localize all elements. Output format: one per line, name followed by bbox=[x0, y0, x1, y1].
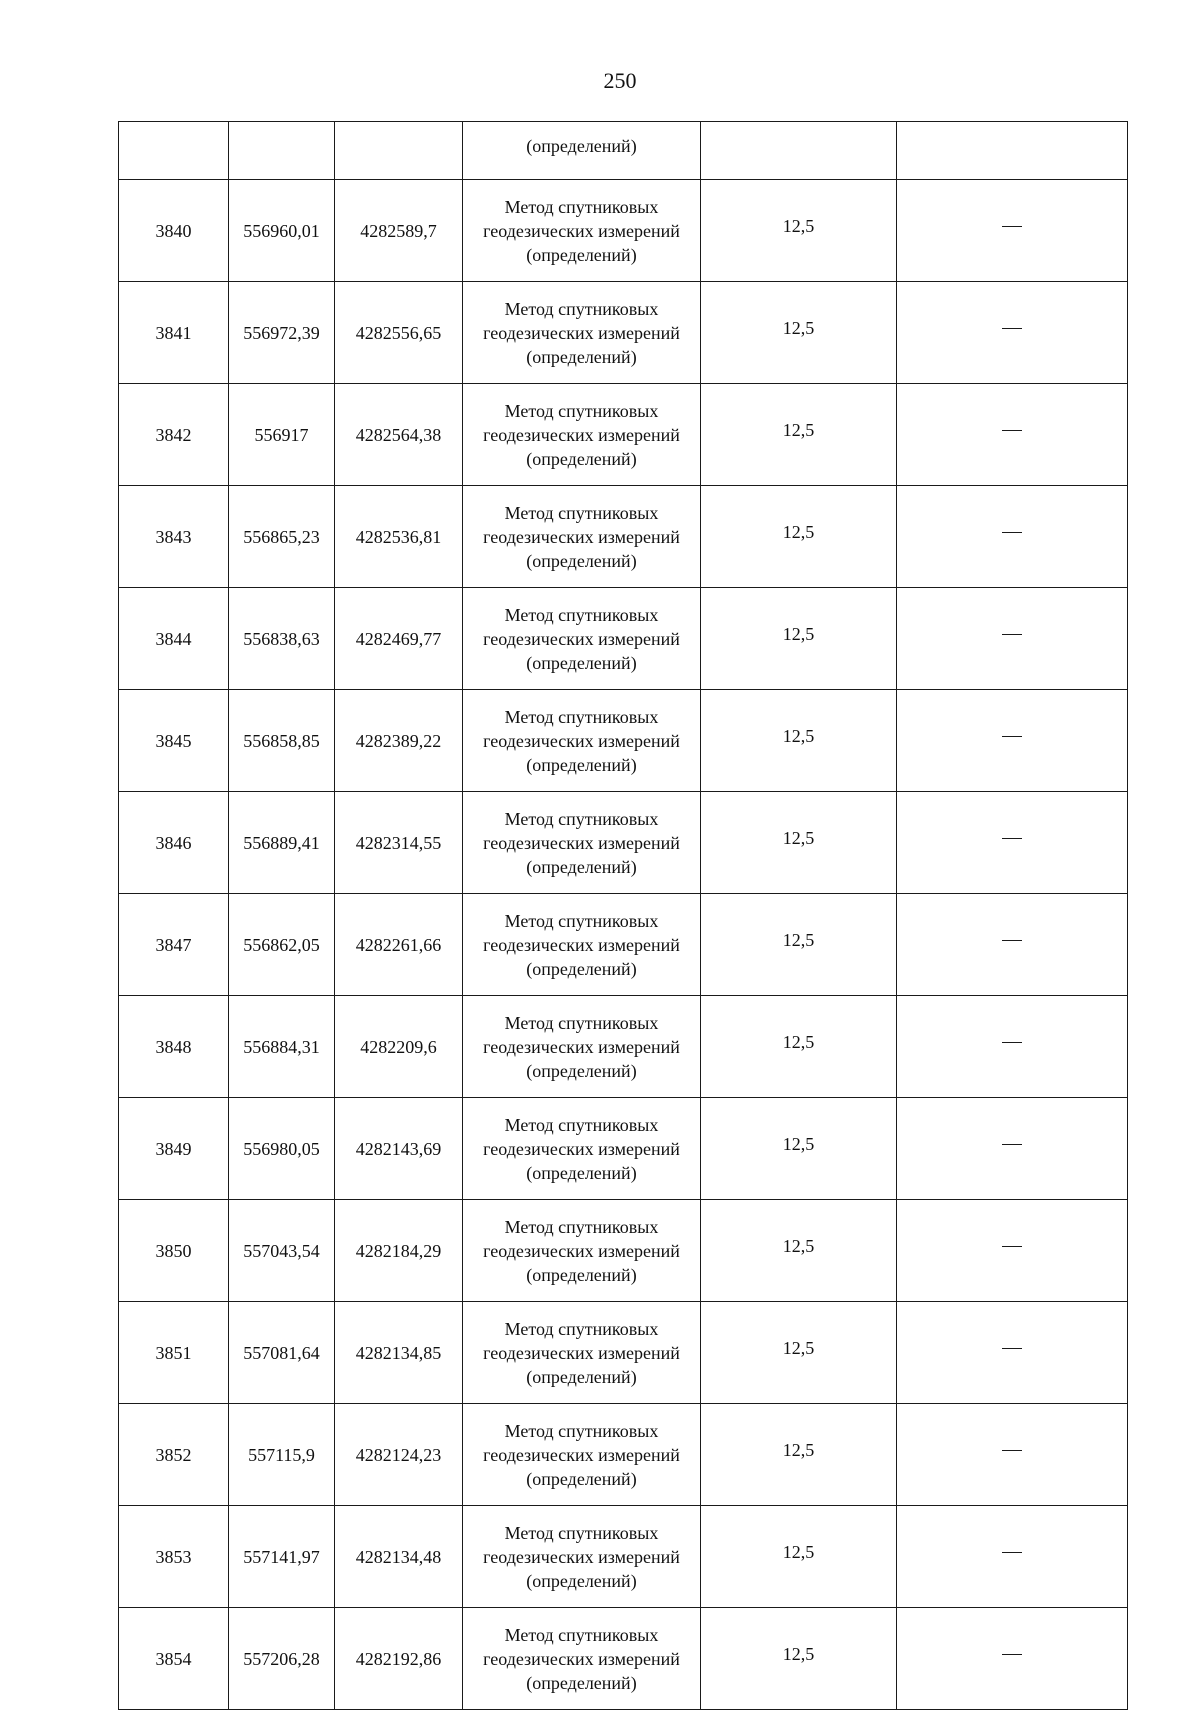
y-coordinate-cell: 4282469,77 bbox=[335, 588, 463, 690]
dash-mark bbox=[1002, 1654, 1022, 1655]
method-line: геодезических измерений bbox=[483, 730, 680, 751]
method-line: геодезических измерений bbox=[483, 934, 680, 955]
method-line: (определений) bbox=[526, 1366, 637, 1387]
y-coordinate-cell: 4282589,7 bbox=[335, 180, 463, 282]
note-cell bbox=[897, 588, 1128, 690]
accuracy-cell: 12,5 bbox=[701, 996, 897, 1098]
method-line: геодезических измерений bbox=[483, 1546, 680, 1567]
x-coordinate-cell: 557115,9 bbox=[229, 1404, 335, 1506]
table-row bbox=[119, 1404, 1128, 1506]
dash-mark bbox=[1002, 838, 1022, 839]
y-coordinate-cell: 4282134,85 bbox=[335, 1302, 463, 1404]
y-coordinate-cell: 4282184,29 bbox=[335, 1200, 463, 1302]
table-row bbox=[119, 282, 1128, 384]
accuracy-cell: 12,5 bbox=[701, 1098, 897, 1200]
table-row bbox=[119, 690, 1128, 792]
y-coordinate-cell: 4282564,38 bbox=[335, 384, 463, 486]
method-line: Метод спутниковых bbox=[504, 910, 659, 931]
method-line: Метод спутниковых bbox=[504, 1216, 659, 1237]
method-line: (определений) bbox=[526, 1060, 637, 1081]
table-row bbox=[119, 1302, 1128, 1404]
dash-mark bbox=[1002, 532, 1022, 533]
page-number: 250 bbox=[603, 68, 637, 93]
note-cell bbox=[897, 1506, 1128, 1608]
method-cell bbox=[463, 1200, 701, 1302]
y-coordinate-cell: 4282261,66 bbox=[335, 894, 463, 996]
method-cell bbox=[463, 180, 701, 282]
method-line: (определений) bbox=[526, 550, 637, 571]
table-row bbox=[119, 792, 1128, 894]
point-number-cell: 3848 bbox=[119, 996, 229, 1098]
note-cell bbox=[897, 894, 1128, 996]
method-line: геодезических измерений bbox=[483, 322, 680, 343]
note-cell bbox=[897, 1404, 1128, 1506]
note-cell bbox=[897, 384, 1128, 486]
x-coordinate-cell: 556838,63 bbox=[229, 588, 335, 690]
method-line: (определений) bbox=[526, 1162, 637, 1183]
note-cell bbox=[897, 180, 1128, 282]
point-number-cell: 3842 bbox=[119, 384, 229, 486]
accuracy-cell: 12,5 bbox=[701, 1404, 897, 1506]
coordinates-table-body bbox=[119, 122, 1128, 1710]
accuracy-cell: 12,5 bbox=[701, 1506, 897, 1608]
x-coordinate-cell: 556972,39 bbox=[229, 282, 335, 384]
y-coordinate-cell: 4282134,48 bbox=[335, 1506, 463, 1608]
method-line: (определений) bbox=[526, 1570, 637, 1591]
table-row bbox=[119, 894, 1128, 996]
method-line: геодезических измерений bbox=[483, 1036, 680, 1057]
dash-mark bbox=[1002, 1246, 1022, 1247]
method-cell bbox=[463, 122, 701, 180]
method-line: (определений) bbox=[526, 652, 637, 673]
dash-mark bbox=[1002, 1552, 1022, 1553]
point-number-cell: 3844 bbox=[119, 588, 229, 690]
point-number-cell: 3852 bbox=[119, 1404, 229, 1506]
x-coordinate-cell: 557081,64 bbox=[229, 1302, 335, 1404]
accuracy-cell: 12,5 bbox=[701, 690, 897, 792]
x-coordinate-cell: 556960,01 bbox=[229, 180, 335, 282]
method-line: Метод спутниковых bbox=[504, 1012, 659, 1033]
y-coordinate-cell: 4282536,81 bbox=[335, 486, 463, 588]
x-coordinate-cell: 556980,05 bbox=[229, 1098, 335, 1200]
method-line: геодезических измерений bbox=[483, 1648, 680, 1669]
point-number-cell: 3853 bbox=[119, 1506, 229, 1608]
accuracy-cell: 12,5 bbox=[701, 792, 897, 894]
note-cell bbox=[897, 486, 1128, 588]
method-line: (определений) bbox=[526, 1264, 637, 1285]
method-line: геодезических измерений bbox=[483, 832, 680, 853]
table-row bbox=[119, 1506, 1128, 1608]
accuracy-cell bbox=[701, 122, 897, 180]
x-cell bbox=[229, 122, 335, 180]
method-line: (определений) bbox=[526, 448, 637, 469]
dash-mark bbox=[1002, 226, 1022, 227]
point-number-cell: 3851 bbox=[119, 1302, 229, 1404]
method-line: (определений) bbox=[526, 346, 637, 367]
table-row bbox=[119, 384, 1128, 486]
coordinates-table bbox=[118, 121, 1128, 1710]
x-coordinate-cell: 556865,23 bbox=[229, 486, 335, 588]
method-line: Метод спутниковых bbox=[504, 1522, 659, 1543]
dash-mark bbox=[1002, 328, 1022, 329]
method-cell bbox=[463, 384, 701, 486]
table-row bbox=[119, 1200, 1128, 1302]
method-line: Метод спутниковых bbox=[504, 400, 659, 421]
method-cell bbox=[463, 1098, 701, 1200]
method-line: (определений) bbox=[526, 856, 637, 877]
dash-mark bbox=[1002, 736, 1022, 737]
continued-row bbox=[119, 122, 1128, 180]
method-line: геодезических измерений bbox=[483, 628, 680, 649]
point-number-cell: 3847 bbox=[119, 894, 229, 996]
accuracy-cell: 12,5 bbox=[701, 180, 897, 282]
note-cell bbox=[897, 1200, 1128, 1302]
accuracy-cell: 12,5 bbox=[701, 894, 897, 996]
point-number-cell: 3849 bbox=[119, 1098, 229, 1200]
point-number-cell: 3846 bbox=[119, 792, 229, 894]
accuracy-cell: 12,5 bbox=[701, 1200, 897, 1302]
x-coordinate-cell: 557141,97 bbox=[229, 1506, 335, 1608]
method-line: геодезических измерений bbox=[483, 1240, 680, 1261]
method-line: (определений) bbox=[526, 754, 637, 775]
method-text: (определений) bbox=[526, 135, 637, 156]
note-cell bbox=[897, 1098, 1128, 1200]
table-row bbox=[119, 588, 1128, 690]
y-cell bbox=[335, 122, 463, 180]
x-coordinate-cell: 556889,41 bbox=[229, 792, 335, 894]
accuracy-cell: 12,5 bbox=[701, 282, 897, 384]
method-line: Метод спутниковых bbox=[504, 196, 659, 217]
y-coordinate-cell: 4282389,22 bbox=[335, 690, 463, 792]
method-line: (определений) bbox=[526, 958, 637, 979]
y-coordinate-cell: 4282192,86 bbox=[335, 1608, 463, 1710]
method-cell bbox=[463, 282, 701, 384]
method-line: (определений) bbox=[526, 1468, 637, 1489]
method-line: Метод спутниковых bbox=[504, 1420, 659, 1441]
x-coordinate-cell: 556917 bbox=[229, 384, 335, 486]
table-row bbox=[119, 180, 1128, 282]
dash-mark bbox=[1002, 634, 1022, 635]
x-coordinate-cell: 557043,54 bbox=[229, 1200, 335, 1302]
point-number-cell: 3854 bbox=[119, 1608, 229, 1710]
method-line: Метод спутниковых bbox=[504, 808, 659, 829]
method-line: Метод спутниковых bbox=[504, 1114, 659, 1135]
point-number-cell: 3843 bbox=[119, 486, 229, 588]
method-line: Метод спутниковых bbox=[504, 298, 659, 319]
method-line: геодезических измерений bbox=[483, 1444, 680, 1465]
point-number-cell: 3845 bbox=[119, 690, 229, 792]
note-cell bbox=[897, 1302, 1128, 1404]
dash-mark bbox=[1002, 940, 1022, 941]
y-coordinate-cell: 4282209,6 bbox=[335, 996, 463, 1098]
note-cell bbox=[897, 690, 1128, 792]
method-line: Метод спутниковых bbox=[504, 502, 659, 523]
method-cell bbox=[463, 1404, 701, 1506]
y-coordinate-cell: 4282124,23 bbox=[335, 1404, 463, 1506]
method-line: (определений) bbox=[526, 244, 637, 265]
point-number-cell: 3840 bbox=[119, 180, 229, 282]
method-line: геодезических измерений bbox=[483, 220, 680, 241]
note-cell bbox=[897, 122, 1128, 180]
method-line: геодезических измерений bbox=[483, 526, 680, 547]
dash-mark bbox=[1002, 1042, 1022, 1043]
note-cell bbox=[897, 996, 1128, 1098]
method-line: Метод спутниковых bbox=[504, 706, 659, 727]
method-cell bbox=[463, 894, 701, 996]
method-cell bbox=[463, 1608, 701, 1710]
point-number-cell: 3850 bbox=[119, 1200, 229, 1302]
method-line: Метод спутниковых bbox=[504, 1318, 659, 1339]
dash-mark bbox=[1002, 1348, 1022, 1349]
method-cell bbox=[463, 690, 701, 792]
note-cell bbox=[897, 1608, 1128, 1710]
method-cell bbox=[463, 486, 701, 588]
y-coordinate-cell: 4282314,55 bbox=[335, 792, 463, 894]
accuracy-cell: 12,5 bbox=[701, 1608, 897, 1710]
method-line: Метод спутниковых bbox=[504, 604, 659, 625]
dash-mark bbox=[1002, 1450, 1022, 1451]
y-coordinate-cell: 4282556,65 bbox=[335, 282, 463, 384]
method-line: геодезических измерений bbox=[483, 1342, 680, 1363]
method-cell bbox=[463, 792, 701, 894]
method-cell bbox=[463, 588, 701, 690]
method-cell bbox=[463, 1506, 701, 1608]
dash-mark bbox=[1002, 430, 1022, 431]
method-cell bbox=[463, 1302, 701, 1404]
table-row bbox=[119, 486, 1128, 588]
method-line: геодезических измерений bbox=[483, 1138, 680, 1159]
table-row bbox=[119, 996, 1128, 1098]
method-line: (определений) bbox=[526, 1672, 637, 1693]
dash-mark bbox=[1002, 1144, 1022, 1145]
point-cell bbox=[119, 122, 229, 180]
y-coordinate-cell: 4282143,69 bbox=[335, 1098, 463, 1200]
note-cell bbox=[897, 282, 1128, 384]
accuracy-cell: 12,5 bbox=[701, 1302, 897, 1404]
accuracy-cell: 12,5 bbox=[701, 384, 897, 486]
table-row bbox=[119, 1608, 1128, 1710]
point-number-cell: 3841 bbox=[119, 282, 229, 384]
x-coordinate-cell: 556862,05 bbox=[229, 894, 335, 996]
accuracy-cell: 12,5 bbox=[701, 588, 897, 690]
method-line: Метод спутниковых bbox=[504, 1624, 659, 1645]
accuracy-cell: 12,5 bbox=[701, 486, 897, 588]
method-line: геодезических измерений bbox=[483, 424, 680, 445]
x-coordinate-cell: 556858,85 bbox=[229, 690, 335, 792]
method-cell bbox=[463, 996, 701, 1098]
x-coordinate-cell: 557206,28 bbox=[229, 1608, 335, 1710]
note-cell bbox=[897, 792, 1128, 894]
x-coordinate-cell: 556884,31 bbox=[229, 996, 335, 1098]
table-row bbox=[119, 1098, 1128, 1200]
